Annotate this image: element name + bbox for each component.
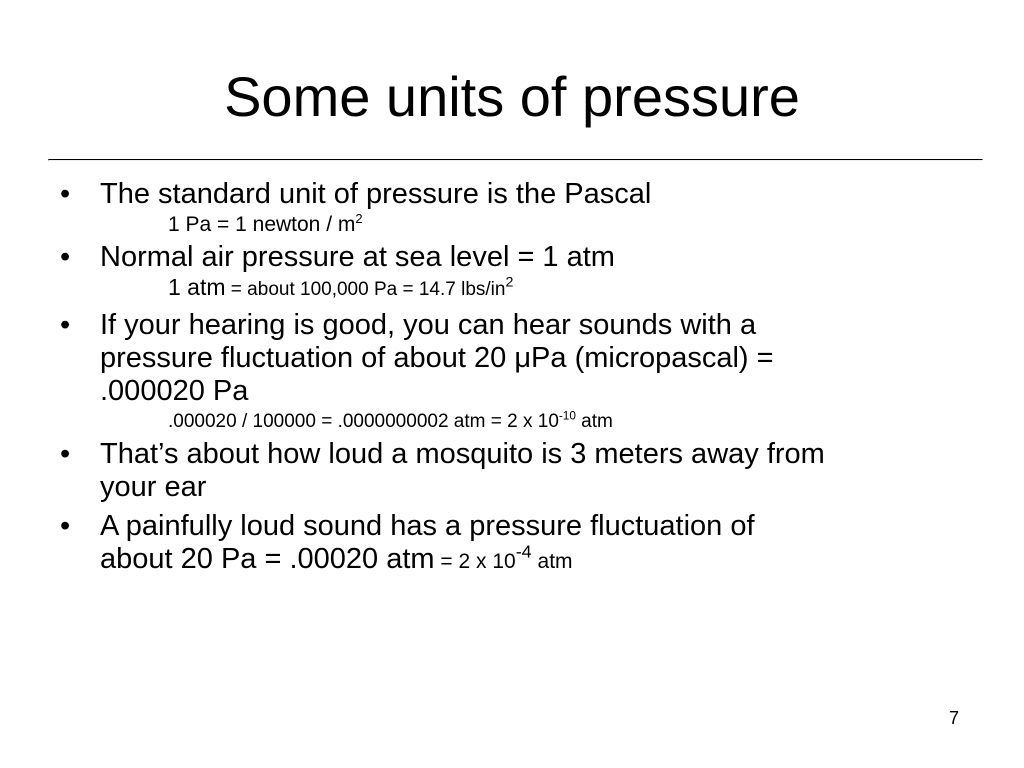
sub-text: 1 Pa = 1 newton / m — [168, 213, 356, 236]
sub-text: .000020 / 100000 = .0000000002 atm = 2 x 10 — [168, 411, 559, 432]
page-number: 7 — [949, 708, 960, 728]
superscript: -10 — [558, 409, 576, 423]
bullet-text-line-3: .000020 Pa — [100, 375, 249, 407]
slide-body — [58, 178, 978, 578]
bullet-sea-level — [58, 241, 978, 274]
bullet-text-line-1: That’s about how loud a mosquito is 3 meters away from — [100, 438, 825, 470]
bullet-text: about 20 Pa = .00020 atm — [100, 543, 435, 575]
sub-text: 1 atm — [168, 274, 226, 300]
bullet-text-line-2: your ear — [100, 471, 207, 503]
bullet-painful-sound — [58, 510, 978, 578]
bullet-text-small: = 2 x 10 — [434, 550, 516, 573]
bullet-text-line-1: If your hearing is good, you can hear sounds with a — [100, 309, 757, 341]
bullet-text-line-1: A painfully loud sound has a pressure fluctuation of — [100, 510, 755, 542]
bullet-text-line-2 — [100, 543, 978, 578]
bullet-text: The standard unit of pressure is the Pascal — [100, 178, 652, 210]
bullet-hearing — [58, 309, 978, 408]
superscript: -4 — [515, 541, 532, 562]
title-divider — [48, 159, 983, 161]
slide-title: Some units of pressure — [224, 65, 800, 128]
bullet-text: Normal air pressure at sea level = 1 atm — [100, 241, 615, 273]
bullet-marker: • — [60, 241, 71, 273]
sub-text: atm — [575, 411, 613, 432]
bullet-marker: • — [60, 309, 71, 341]
bullet-mosquito — [58, 438, 978, 504]
bullet-text-line-2: pressure fluctuation of about 20 μPa (micropascal) = — [100, 342, 774, 374]
bullet-marker: • — [60, 438, 71, 470]
bullet-marker: • — [60, 510, 71, 542]
sub-pascal-definition — [58, 211, 978, 238]
sub-conversion — [58, 408, 978, 435]
bullet-standard-unit — [58, 178, 978, 211]
superscript: 2 — [505, 274, 514, 291]
bullet-marker: • — [60, 178, 71, 210]
bullet-text-small: atm — [531, 550, 573, 573]
superscript: 2 — [355, 211, 363, 226]
sub-atm-definition — [58, 274, 978, 303]
sub-text-small: = about 100,000 Pa = 14.7 lbs/in — [225, 279, 506, 300]
